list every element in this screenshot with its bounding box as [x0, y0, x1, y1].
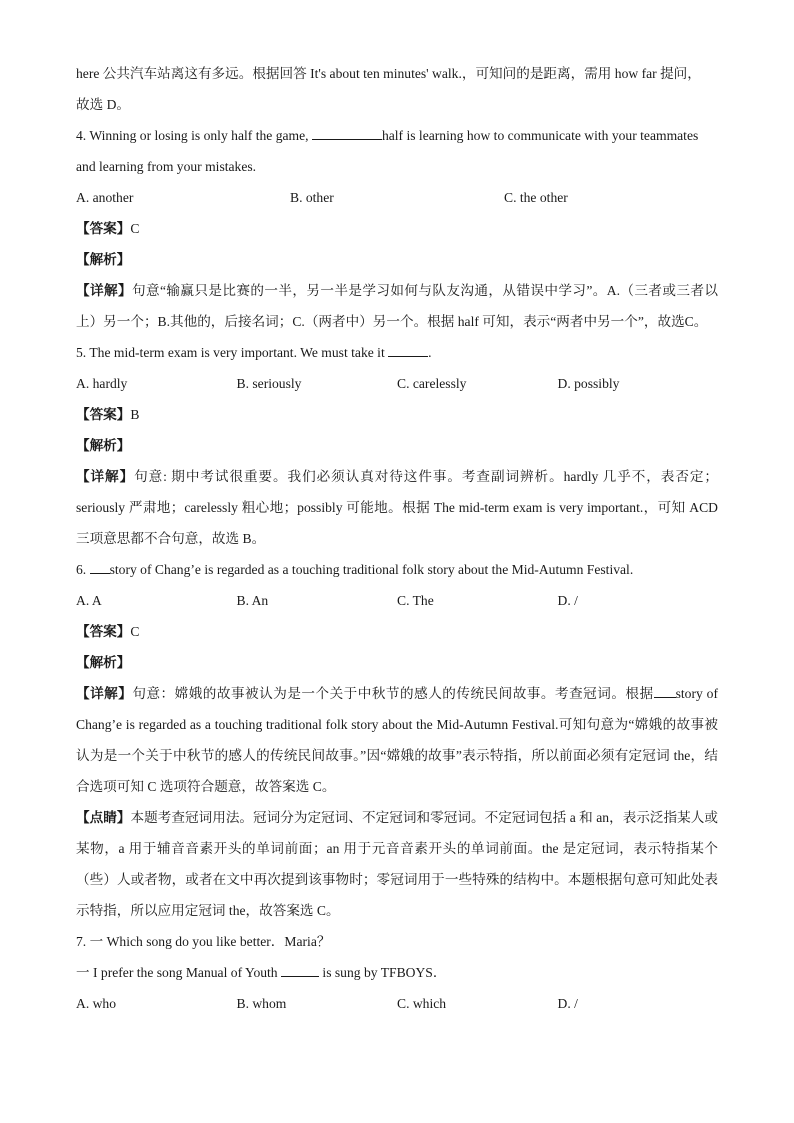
question-4-options	[76, 182, 718, 213]
answer-blank	[90, 561, 110, 574]
detail-text: 句意: 期中考试很重要。我们必须认真对待这件事。考查副词辨析。hardly 几乎不，表否定；seriously 严肃地；carelessly 粗心地；possibly 可能地。根据 The mid-term exam is very important.，可知 ACD 三项意思都不合句意，故选 B。	[76, 469, 718, 546]
question-4-stem	[76, 120, 718, 151]
analysis-tag: 【解析】	[76, 252, 131, 267]
question-7-stem-line-2	[76, 957, 718, 988]
tip-tag: 【点睛】	[76, 810, 131, 825]
tip-text: 本题考查冠词用法。冠词分为定冠词、不定冠词和零冠词。不定冠词包括 a 和 an，表示泛指某人或某物，a 用于辅音音素开头的单词前面；an 用于元音音素开头的单词前面。the 是定冠词，表示特指某个（些）人或者物，或者在文中再次提到该事物时；零冠词用于一些特殊的结构中。本题根据句意可知此处表示特指，所以应用定冠词 the，故答案选 C。	[76, 810, 719, 918]
question-6-text-pre: 6.	[76, 562, 90, 577]
option-c: C. which	[397, 996, 447, 1011]
question-5-options	[76, 368, 718, 399]
answer-tag: 【答案】	[76, 407, 131, 422]
analysis-tag: 【解析】	[76, 438, 131, 453]
prev-detail-line-2: 故选 D。	[76, 97, 130, 112]
question-4-stem-line-2: and learning from your mistakes.	[76, 159, 257, 174]
answer-value: B	[130, 407, 140, 422]
detail-tag: 【详解】	[76, 469, 135, 484]
question-6-options	[76, 585, 718, 616]
question-6-text-post: story of Chang’e is regarded as a touching traditional folk story about the Mid-Autumn Festival.	[109, 562, 634, 577]
document-content	[76, 58, 718, 1019]
answer-value: C	[130, 624, 140, 639]
question-4-text-pre: 4. Winning or losing is only half the game,	[76, 128, 312, 143]
option-b: B. An	[236, 593, 269, 608]
option-d: D. /	[557, 996, 578, 1011]
option-c: C. the other	[504, 190, 568, 205]
answer-value: C	[130, 221, 140, 236]
option-a: A. another	[76, 190, 134, 205]
prev-detail-line-1: here 公共汽车站离这有多远。根据回答 It's about ten minutes' walk.，可知问的是距离，需用 how far 提问，	[76, 66, 701, 81]
answer-blank	[312, 127, 382, 140]
answer-blank	[281, 964, 319, 977]
option-d: D. /	[557, 593, 578, 608]
option-c: C. carelessly	[397, 376, 467, 391]
question-5-text-pre: 5. The mid-term exam is very important. We must take it	[76, 345, 389, 360]
question-4-answer	[76, 213, 718, 244]
question-4-analysis	[76, 244, 718, 275]
question-7-text-post: is sung by TFBOYS．	[319, 965, 447, 980]
question-7-options	[76, 988, 718, 1019]
option-b: B. seriously	[236, 376, 302, 391]
question-6-detail	[76, 678, 718, 802]
question-5-text-post: .	[428, 345, 432, 360]
question-6-stem	[76, 554, 718, 585]
question-5-detail	[76, 461, 718, 554]
detail-text: 句意“输赢只是比赛的一半，另一半是学习如何与队友沟通，从错误中学习”。A.（三者或三者以上）另一个；B.其他的，后接名词；C.（两者中）另一个。根据 half 可知，表示“两者中另一个”，故选C。	[76, 283, 719, 329]
answer-tag: 【答案】	[76, 624, 131, 639]
detail-text-pre: 句意：嫦娥的故事被认为是一个关于中秋节的感人的传统民间故事。考查冠词。根据	[132, 686, 654, 701]
option-a: A. hardly	[76, 376, 128, 391]
answer-tag: 【答案】	[76, 221, 131, 236]
detail-text-post: story of Chang’e is regarded as a touching traditional folk story about the Mid-Autumn Festival.可知句意为“嫦娥的故事被认为是一个关于中秋节的感人的传统民间故事。”因“嫦娥的故事”表示特指，所以前面必须有定冠词 the，结合选项可知 C 选项符合题意，故答案选 C。	[76, 686, 718, 794]
option-a: A. who	[76, 996, 117, 1011]
option-d: D. possibly	[557, 376, 620, 391]
question-6-answer	[76, 616, 718, 647]
question-7-text-pre: 一 I prefer the song Manual of Youth	[76, 965, 282, 980]
question-5-answer	[76, 399, 718, 430]
answer-blank	[654, 685, 676, 698]
option-b: B. other	[290, 190, 334, 205]
question-7-stem-line-1: 7. 一 Which song do you like better．Maria？	[76, 934, 331, 949]
question-6-tip	[76, 802, 718, 926]
question-5-stem	[76, 337, 718, 368]
analysis-tag: 【解析】	[76, 655, 131, 670]
option-c: C. The	[397, 593, 434, 608]
answer-blank	[388, 344, 428, 357]
question-4-text-post: half is learning how to communicate with your teammates	[381, 128, 699, 143]
question-4-detail	[76, 275, 718, 337]
question-6-analysis	[76, 647, 718, 678]
detail-tag: 【详解】	[76, 686, 133, 701]
question-5-analysis	[76, 430, 718, 461]
option-a: A. A	[76, 593, 102, 608]
option-b: B. whom	[236, 996, 287, 1011]
detail-tag: 【详解】	[76, 283, 132, 298]
